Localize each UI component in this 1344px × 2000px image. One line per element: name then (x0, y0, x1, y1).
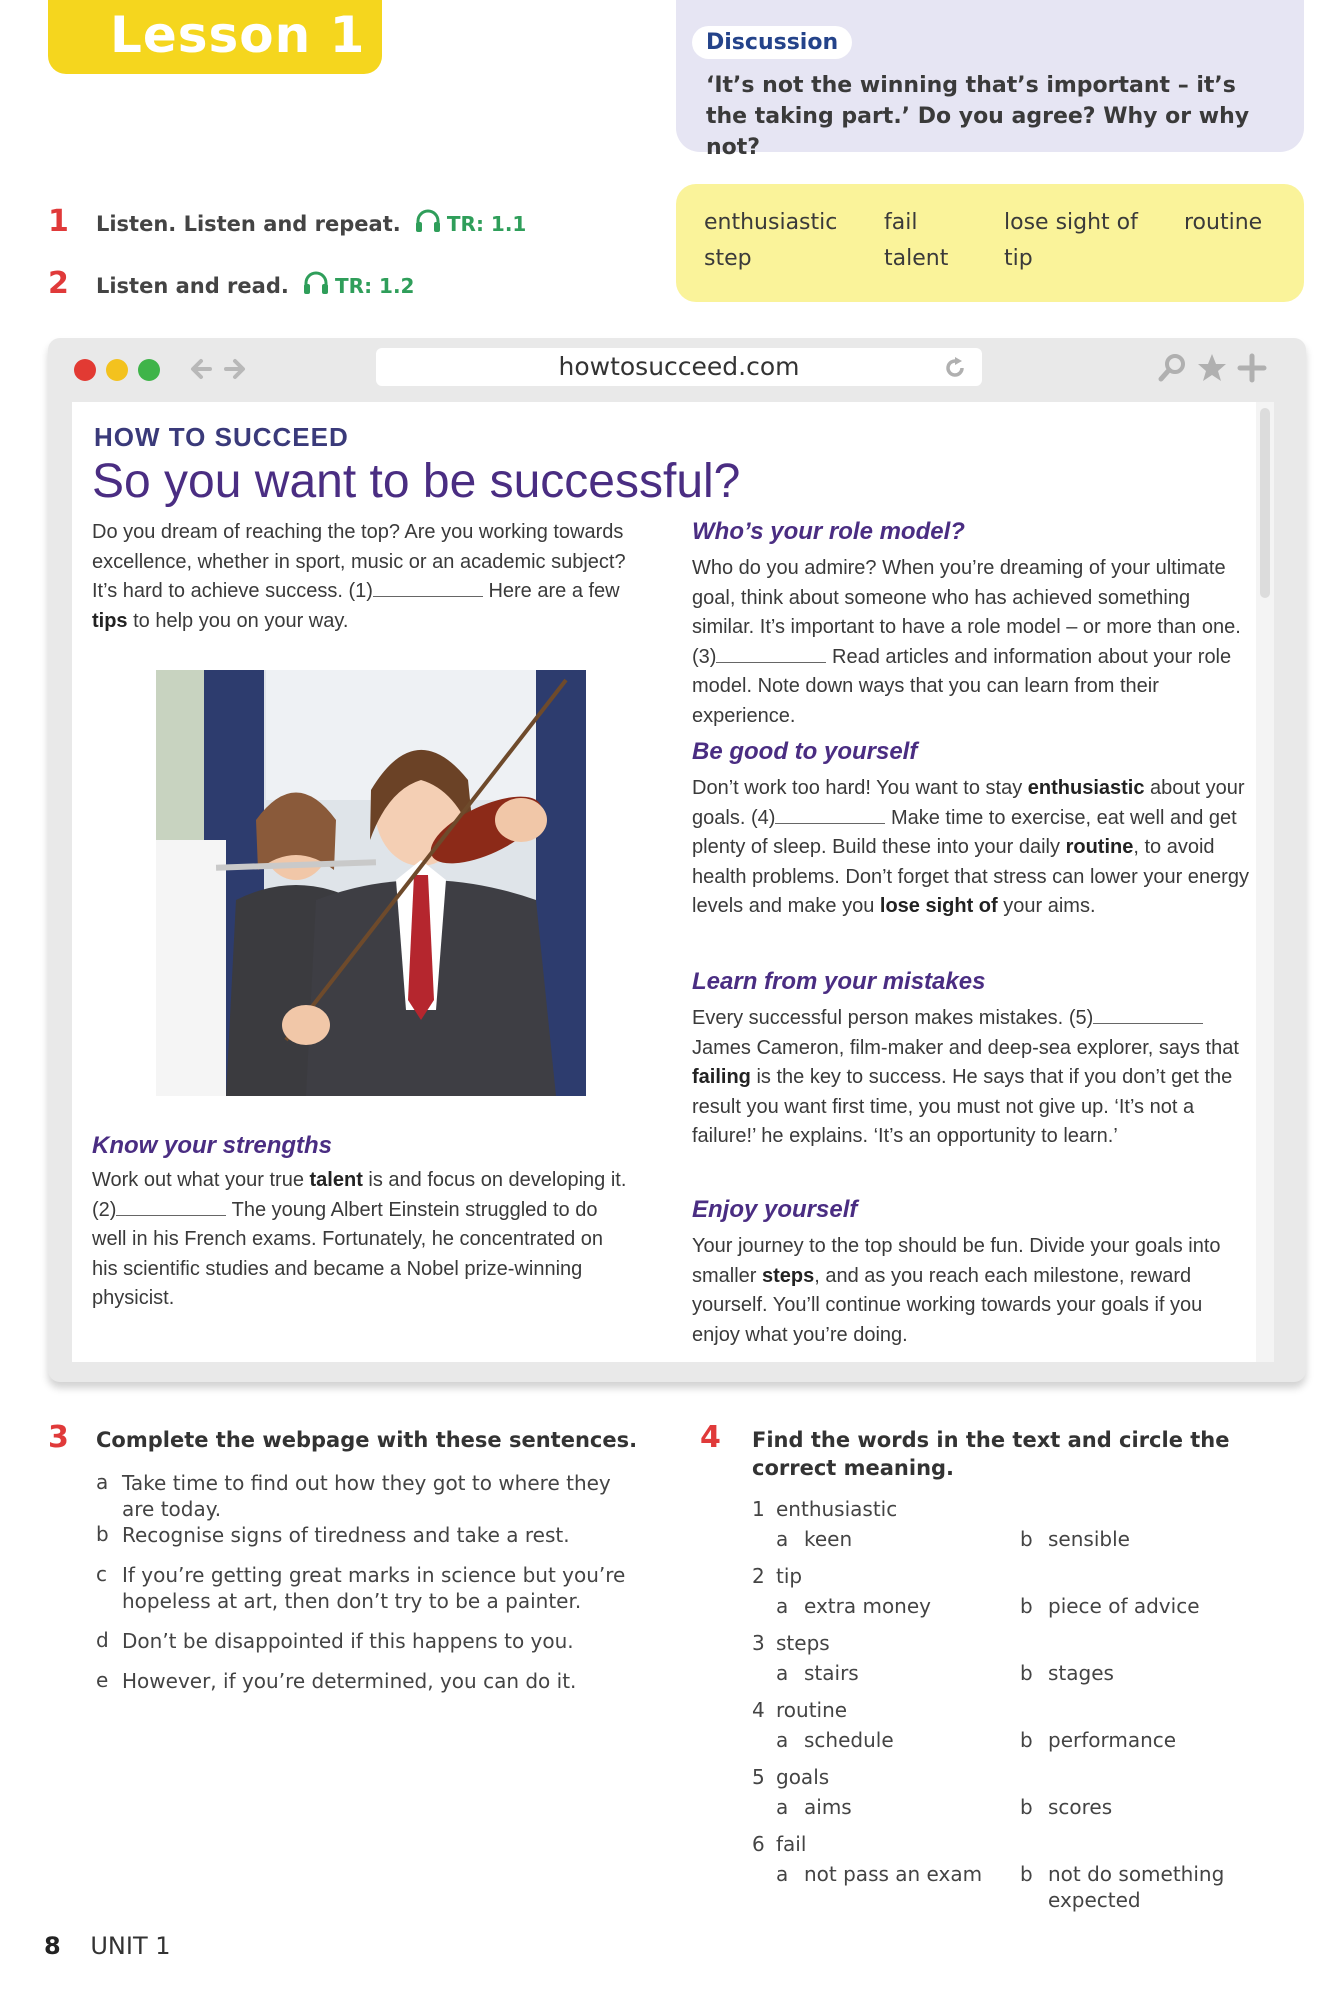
body-text: your aims. (1003, 895, 1096, 917)
item-text: Recognise signs of tiredness and take a rest. (122, 1523, 570, 1547)
page-footer (44, 1932, 171, 1960)
exercise-number: 3 (48, 1420, 69, 1455)
gap-blank[interactable] (775, 805, 885, 824)
webpage-content (72, 402, 1274, 1362)
maximize-dot-icon[interactable] (138, 359, 160, 381)
item-word: routine (776, 1698, 848, 1722)
option-b[interactable]: scores (1048, 1795, 1113, 1819)
body-text: The young Albert Einstein struggled to do well in his French exams. Fortunately, he concentrated on his scientific studies and became a Nobel prize-winning physicist. (92, 1198, 603, 1309)
exercise-instruction: Listen and read. (95, 274, 289, 298)
option-b[interactable]: performance (1048, 1728, 1177, 1752)
headphones-icon[interactable] (414, 208, 442, 234)
list-item: 5 goals a aims b scores (752, 1765, 1113, 1819)
gap-number: (5) (1068, 1007, 1094, 1029)
exercise-instruction: Listen. Listen and repeat. (95, 212, 401, 236)
body-text: , to avoid health problems. Don’t forget that stress can lower your energy levels and make you (692, 836, 1249, 917)
scrollbar-thumb[interactable] (1260, 408, 1270, 598)
vocab-word: step (704, 246, 752, 271)
discussion-tag: Discussion (692, 26, 852, 59)
item-letter: d (96, 1628, 109, 1652)
exercise-heading: Complete the webpage with these sentences. (96, 1428, 638, 1452)
list-item (96, 1562, 636, 1614)
minimize-dot-icon[interactable] (106, 359, 128, 381)
section-body-enjoy (692, 1232, 1252, 1350)
url-text: howtosucceed.com (558, 352, 800, 381)
gap-number: (1) (348, 580, 373, 602)
body-text: Every successful person makes mistakes. (692, 1007, 1064, 1029)
browser-window (48, 338, 1306, 1382)
lesson-tab (48, 0, 382, 74)
option-a[interactable]: extra money (804, 1594, 932, 1618)
option-b[interactable]: not do something expected (1048, 1862, 1225, 1912)
item-letter: a (96, 1470, 109, 1494)
section-heading: Learn from your mistakes (692, 968, 986, 995)
vocab-word: fail (884, 210, 918, 235)
exercise-number: 2 (48, 266, 69, 301)
discussion-question: ‘It’s not the winning that’s important – it’s the taking part.’ Do you agree? Why or why not? (706, 73, 1250, 160)
list-item: 6 fail a not pass an exam b not do something expected (752, 1831, 1312, 1921)
exercise-1 (48, 204, 526, 239)
option-a[interactable]: keen (804, 1527, 853, 1551)
gap-blank[interactable] (1093, 1005, 1203, 1024)
bold-word: failing (692, 1066, 751, 1088)
item-word: enthusiastic (776, 1497, 898, 1521)
url-bar[interactable] (376, 348, 982, 386)
track-label[interactable]: TR: 1.2 (335, 274, 415, 298)
lesson-title: Lesson 1 (110, 6, 366, 64)
section-body-mistakes (692, 1004, 1252, 1152)
article-photo (156, 670, 586, 1096)
list-item: 2 tip a extra money b piece of advice (752, 1564, 1200, 1618)
gap-blank[interactable] (116, 1197, 226, 1216)
refresh-icon[interactable] (942, 355, 968, 381)
bold-word: routine (1065, 836, 1134, 858)
bold-word: enthusiastic (1027, 777, 1145, 799)
unit-label: UNIT 1 (90, 1932, 171, 1960)
section-heading: Who’s your role model? (692, 518, 965, 545)
section-heading: Be good to yourself (692, 738, 918, 765)
body-text: Work out what your true (92, 1169, 304, 1191)
list-item: 4 routine a schedule b performance (752, 1698, 1177, 1752)
item-number: 6 (752, 1832, 765, 1856)
list-item (96, 1470, 636, 1521)
vocabulary-box (676, 184, 1304, 302)
exercise-3 (48, 1420, 648, 1455)
item-number: 3 (752, 1631, 765, 1655)
vocab-word: lose sight of (1004, 210, 1138, 235)
plus-icon[interactable] (1236, 352, 1268, 384)
option-a[interactable]: schedule (804, 1728, 894, 1752)
exercise-2 (48, 266, 414, 301)
item-word: fail (776, 1832, 807, 1856)
item-word: tip (776, 1564, 803, 1588)
body-text: Don’t work too hard! You want to stay (692, 777, 1023, 799)
item-text: If you’re getting great marks in science but you’re hopeless at art, then don’t try to be a painter. (122, 1563, 626, 1613)
item-text: However, if you’re determined, you can do it. (122, 1669, 577, 1693)
body-text: , and as you reach each milestone, reward yourself. You’ll continue working towards your goals if you enjoy what you’re doing. (692, 1264, 1203, 1346)
intro-text: to help you on your way. (133, 609, 349, 632)
gap-number: (3) (692, 645, 717, 668)
exercise-3-list (96, 1470, 636, 1694)
body-text: James Cameron, film-maker and deep-sea explorer, says that (692, 1036, 1239, 1059)
article-intro (92, 518, 642, 636)
forward-arrow-icon[interactable] (220, 354, 250, 384)
vocab-word: routine (1184, 210, 1263, 235)
track-label[interactable]: TR: 1.1 (446, 212, 527, 236)
section-body-role-model (692, 554, 1252, 731)
exercise-number: 4 (700, 1420, 721, 1455)
item-word: steps (776, 1631, 830, 1655)
exercise-4-list (752, 1496, 1312, 1921)
item-letter: e (96, 1668, 109, 1692)
list-item: 3 steps a stairs b stages (752, 1631, 1114, 1685)
section-heading: Enjoy yourself (692, 1196, 858, 1223)
option-a[interactable]: stairs (804, 1661, 859, 1685)
scrollbar[interactable] (1256, 402, 1274, 1362)
bold-word: tips (92, 609, 128, 632)
close-dot-icon[interactable] (74, 359, 96, 381)
page-number: 8 (44, 1932, 61, 1960)
body-text: Your journey to the top should be fun. Divide your goals into smaller (692, 1235, 1221, 1287)
list-item (96, 1522, 636, 1548)
back-arrow-icon[interactable] (186, 354, 216, 384)
gap-number: (2) (92, 1198, 117, 1221)
gap-number: (4) (750, 806, 776, 829)
section-body-strengths (92, 1166, 632, 1314)
option-b[interactable]: sensible (1048, 1527, 1130, 1551)
headphones-icon[interactable] (302, 270, 330, 296)
body-text: Make time to exercise, eat well and get plenty of sleep. Build these into your daily (692, 806, 1237, 858)
list-item (96, 1628, 636, 1654)
vocab-word: talent (884, 246, 949, 271)
option-a[interactable]: not pass an exam (804, 1862, 983, 1886)
body-text: Who do you admire? When you’re dreaming of your ultimate goal, think about someone who has achieved something similar. It’s important to have a role model – or more than one. (692, 557, 1241, 638)
option-a[interactable]: aims (804, 1795, 852, 1819)
item-letter: c (96, 1562, 107, 1586)
intro-text: Do you dream of reaching the top? Are you working towards excellence, whether in sport, music or an academic subject? It’s hard to achieve success. (92, 521, 626, 602)
option-b[interactable]: piece of advice (1048, 1594, 1200, 1618)
gap-blank[interactable] (716, 644, 826, 663)
item-word: goals (776, 1765, 830, 1789)
bold-word: talent (309, 1169, 363, 1191)
bold-word: lose sight of (879, 895, 998, 917)
option-b[interactable]: stages (1048, 1661, 1114, 1685)
body-text: is and focus on developing it. (368, 1169, 627, 1191)
item-text: Don’t be disappointed if this happens to you. (122, 1629, 574, 1653)
list-item: 1 enthusiastic a keen b sensible (752, 1497, 1130, 1551)
vocab-word: tip (1004, 246, 1033, 271)
exercise-4 (700, 1420, 1300, 1480)
item-number: 4 (752, 1698, 765, 1722)
article-headline: So you want to be successful? (92, 455, 741, 508)
item-number: 1 (752, 1497, 765, 1521)
exercise-number: 1 (48, 204, 69, 239)
discussion-box (676, 0, 1304, 160)
body-text: about your goals. (692, 777, 1245, 829)
item-text: Take time to find out how they got to where they are today. (122, 1471, 611, 1521)
star-icon[interactable] (1196, 352, 1228, 384)
section-heading: Know your strengths (92, 1132, 333, 1159)
item-number: 5 (752, 1765, 765, 1789)
search-icon[interactable] (1156, 352, 1188, 384)
item-number: 2 (752, 1564, 765, 1588)
intro-text: Here are a few (488, 580, 620, 602)
section-body-good-yourself (692, 774, 1252, 922)
vocab-word: enthusiastic (704, 210, 838, 235)
gap-blank[interactable] (373, 578, 483, 597)
body-text: Read articles and information about your role model. Note down ways that you can learn from their experience. (692, 645, 1232, 727)
item-letter: b (96, 1522, 109, 1546)
list-item (96, 1668, 636, 1694)
exercise-heading: Find the words in the text and circle the correct meaning. (752, 1428, 1230, 1480)
bold-word: steps (762, 1264, 815, 1287)
article-kicker: HOW TO SUCCEED (94, 422, 349, 452)
body-text: is the key to success. He says that if you don’t get the result you want first time, you must not give up. ‘It’s not a failure!’ he explains. ‘It’s an opportunity to learn.’ (692, 1066, 1233, 1147)
